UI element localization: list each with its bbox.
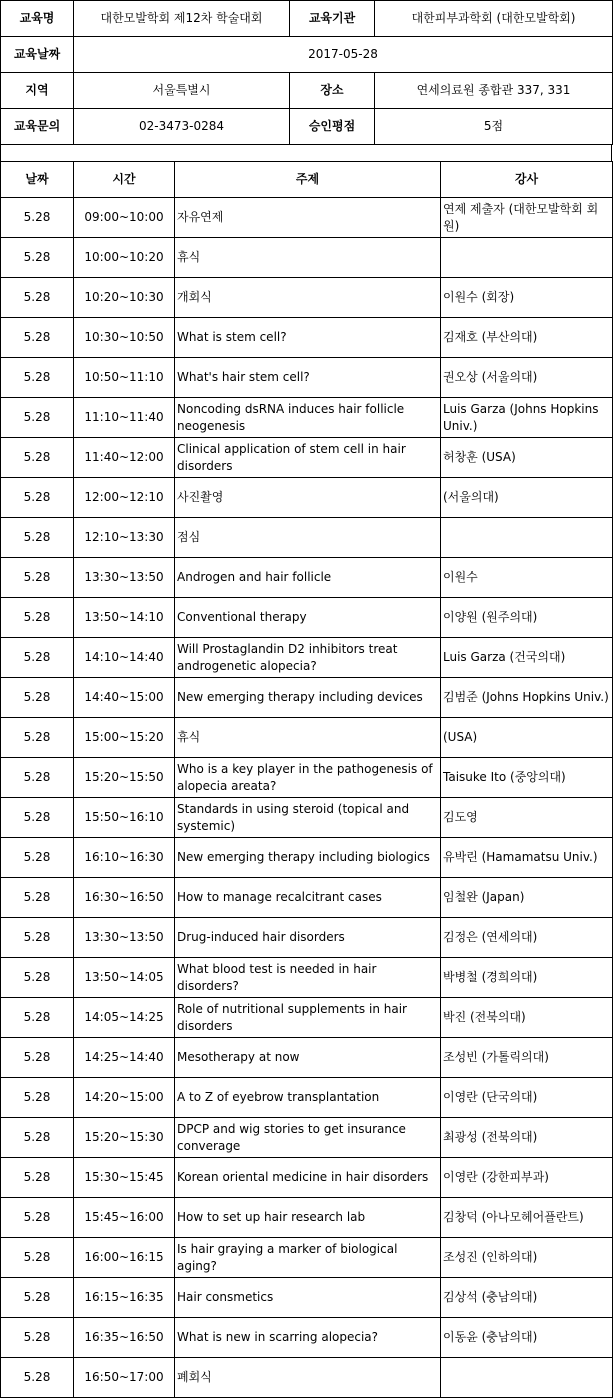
schedule-row (1, 1078, 613, 1118)
cell-date: 5.28 (1, 1038, 74, 1078)
schedule-row (1, 1238, 613, 1278)
contact-label: 교육문의 (1, 109, 74, 145)
schedule-header-row (1, 162, 613, 198)
schedule-row (1, 478, 613, 518)
cell-speaker: Luis Garza (Johns Hopkins Univ.) (441, 398, 613, 438)
cell-date: 5.28 (1, 1158, 74, 1198)
cell-speaker (441, 518, 613, 558)
points-value: 5점 (375, 109, 613, 145)
cell-time: 14:20~15:00 (74, 1078, 175, 1118)
cell-date: 5.28 (1, 998, 74, 1038)
cell-date: 5.28 (1, 518, 74, 558)
region-label: 지역 (1, 73, 74, 109)
venue-label: 장소 (290, 73, 375, 109)
cell-date: 5.28 (1, 718, 74, 758)
region-value: 서울특별시 (74, 73, 290, 109)
cell-speaker: (USA) (441, 718, 613, 758)
schedule-row (1, 238, 613, 278)
cell-topic: 사진촬영 (175, 478, 441, 518)
cell-topic: New emerging therapy including devices (175, 678, 441, 718)
cell-topic: What is new in scarring alopecia? (175, 1318, 441, 1358)
schedule-row (1, 838, 613, 878)
cell-time: 16:30~16:50 (74, 878, 175, 918)
cell-date: 5.28 (1, 798, 74, 838)
date-label: 교육날짜 (1, 37, 74, 73)
cell-speaker: 박병철 (경희의대) (441, 958, 613, 998)
cell-topic: 휴식 (175, 238, 441, 278)
cell-date: 5.28 (1, 918, 74, 958)
cell-date: 5.28 (1, 1198, 74, 1238)
points-label: 승인평점 (290, 109, 375, 145)
cell-speaker: 박진 (전북의대) (441, 998, 613, 1038)
cell-time: 16:50~17:00 (74, 1358, 175, 1398)
schedule-row (1, 1278, 613, 1318)
cell-date: 5.28 (1, 878, 74, 918)
cell-time: 11:40~12:00 (74, 438, 175, 478)
cell-speaker: 김상석 (충남의대) (441, 1278, 613, 1318)
cell-time: 16:35~16:50 (74, 1318, 175, 1358)
cell-topic: Who is a key player in the pathogenesis of alopecia areata? (175, 758, 441, 798)
cell-time: 13:30~13:50 (74, 918, 175, 958)
cell-speaker: 권오상 (서울의대) (441, 358, 613, 398)
schedule-row (1, 198, 613, 238)
schedule-row (1, 518, 613, 558)
cell-topic: Korean oriental medicine in hair disorders (175, 1158, 441, 1198)
cell-date: 5.28 (1, 838, 74, 878)
cell-speaker: 유박린 (Hamamatsu Univ.) (441, 838, 613, 878)
cell-speaker: 김창덕 (아나모헤어플란트) (441, 1198, 613, 1238)
cell-time: 15:45~16:00 (74, 1198, 175, 1238)
date-value: 2017-05-28 (74, 37, 613, 73)
cell-topic: New emerging therapy including biologics (175, 838, 441, 878)
cell-topic: 개회식 (175, 278, 441, 318)
cell-date: 5.28 (1, 1238, 74, 1278)
cell-time: 15:50~16:10 (74, 798, 175, 838)
schedule-row (1, 1158, 613, 1198)
cell-speaker: Luis Garza (건국의대) (441, 638, 613, 678)
cell-topic: A to Z of eyebrow transplantation (175, 1078, 441, 1118)
cell-date: 5.28 (1, 1278, 74, 1318)
cell-time: 12:00~12:10 (74, 478, 175, 518)
info-row-name (1, 1, 613, 37)
cell-topic: How to set up hair research lab (175, 1198, 441, 1238)
cell-topic: Conventional therapy (175, 598, 441, 638)
cell-topic: Will Prostaglandin D2 inhibitors treat androgenetic alopecia? (175, 638, 441, 678)
course-info-table (0, 0, 613, 145)
cell-topic: What's hair stem cell? (175, 358, 441, 398)
schedule-row (1, 1318, 613, 1358)
edu-name-label: 교육명 (1, 1, 74, 37)
cell-speaker: 이영란 (강한피부과) (441, 1158, 613, 1198)
cell-date: 5.28 (1, 958, 74, 998)
cell-topic: Role of nutritional supplements in hair disorders (175, 998, 441, 1038)
header-date: 날짜 (1, 162, 74, 198)
schedule-row (1, 798, 613, 838)
cell-speaker: 이동윤 (충남의대) (441, 1318, 613, 1358)
schedule-row (1, 758, 613, 798)
cell-date: 5.28 (1, 438, 74, 478)
info-row-contact (1, 109, 613, 145)
schedule-row (1, 1038, 613, 1078)
cell-time: 15:00~15:20 (74, 718, 175, 758)
cell-topic: Is hair graying a marker of biological aging? (175, 1238, 441, 1278)
info-row-location (1, 73, 613, 109)
cell-time: 14:40~15:00 (74, 678, 175, 718)
schedule-row (1, 638, 613, 678)
header-time: 시간 (74, 162, 175, 198)
cell-speaker: 이양원 (원주의대) (441, 598, 613, 638)
schedule-row (1, 1358, 613, 1398)
cell-topic: Clinical application of stem cell in hair disorders (175, 438, 441, 478)
cell-speaker: 김재호 (부산의대) (441, 318, 613, 358)
schedule-row (1, 1198, 613, 1238)
cell-time: 15:30~15:45 (74, 1158, 175, 1198)
cell-date: 5.28 (1, 358, 74, 398)
spacer-row (0, 145, 612, 161)
schedule-row (1, 918, 613, 958)
cell-topic: Drug-induced hair disorders (175, 918, 441, 958)
cell-time: 13:30~13:50 (74, 558, 175, 598)
cell-date: 5.28 (1, 1078, 74, 1118)
cell-topic: How to manage recalcitrant cases (175, 878, 441, 918)
cell-time: 10:20~10:30 (74, 278, 175, 318)
cell-topic: Standards in using steroid (topical and systemic) (175, 798, 441, 838)
cell-date: 5.28 (1, 478, 74, 518)
schedule-row (1, 598, 613, 638)
cell-date: 5.28 (1, 1318, 74, 1358)
cell-speaker: 임철완 (Japan) (441, 878, 613, 918)
cell-speaker: 최광성 (전북의대) (441, 1118, 613, 1158)
contact-value: 02-3473-0284 (74, 109, 290, 145)
cell-speaker: 조성진 (인하의대) (441, 1238, 613, 1278)
cell-topic: 휴식 (175, 718, 441, 758)
cell-topic: Androgen and hair follicle (175, 558, 441, 598)
cell-speaker: 연제 제출자 (대한모발학회 회원) (441, 198, 613, 238)
cell-date: 5.28 (1, 678, 74, 718)
cell-date: 5.28 (1, 558, 74, 598)
cell-speaker: 김정은 (연세의대) (441, 918, 613, 958)
cell-topic: 자유연제 (175, 198, 441, 238)
cell-time: 14:10~14:40 (74, 638, 175, 678)
schedule-row (1, 958, 613, 998)
schedule-row (1, 998, 613, 1038)
institution-label: 교육기관 (290, 1, 375, 37)
cell-speaker: 이영란 (단국의대) (441, 1078, 613, 1118)
schedule-row (1, 398, 613, 438)
cell-time: 16:10~16:30 (74, 838, 175, 878)
cell-topic: What blood test is needed in hair disorders? (175, 958, 441, 998)
schedule-row (1, 878, 613, 918)
cell-topic: Noncoding dsRNA induces hair follicle neogenesis (175, 398, 441, 438)
cell-date: 5.28 (1, 1118, 74, 1158)
cell-time: 10:50~11:10 (74, 358, 175, 398)
cell-date: 5.28 (1, 598, 74, 638)
cell-time: 14:25~14:40 (74, 1038, 175, 1078)
cell-time: 09:00~10:00 (74, 198, 175, 238)
schedule-row (1, 438, 613, 478)
schedule-row (1, 558, 613, 598)
cell-speaker: (서울의대) (441, 478, 613, 518)
cell-topic: Mesotherapy at now (175, 1038, 441, 1078)
cell-time: 15:20~15:30 (74, 1118, 175, 1158)
cell-topic: 점심 (175, 518, 441, 558)
cell-speaker: 이원수 (441, 558, 613, 598)
cell-time: 13:50~14:10 (74, 598, 175, 638)
cell-time: 14:05~14:25 (74, 998, 175, 1038)
cell-speaker: 김범준 (Johns Hopkins Univ.) (441, 678, 613, 718)
schedule-row (1, 278, 613, 318)
cell-date: 5.28 (1, 238, 74, 278)
cell-time: 16:15~16:35 (74, 1278, 175, 1318)
cell-speaker (441, 238, 613, 278)
institution-value: 대한피부과학회 (대한모발학회) (375, 1, 613, 37)
cell-date: 5.28 (1, 318, 74, 358)
cell-time: 15:20~15:50 (74, 758, 175, 798)
info-row-date (1, 37, 613, 73)
edu-name-value: 대한모발학회 제12차 학술대회 (74, 1, 290, 37)
schedule-row (1, 678, 613, 718)
cell-time: 10:30~10:50 (74, 318, 175, 358)
cell-date: 5.28 (1, 198, 74, 238)
cell-speaker: Taisuke Ito (중앙의대) (441, 758, 613, 798)
cell-speaker (441, 1358, 613, 1398)
cell-speaker: 조성빈 (가톨릭의대) (441, 1038, 613, 1078)
cell-time: 12:10~13:30 (74, 518, 175, 558)
cell-time: 11:10~11:40 (74, 398, 175, 438)
schedule-row (1, 1118, 613, 1158)
header-speaker: 강사 (441, 162, 613, 198)
cell-topic: DPCP and wig stories to get insurance converage (175, 1118, 441, 1158)
cell-date: 5.28 (1, 278, 74, 318)
cell-speaker: 이원수 (회장) (441, 278, 613, 318)
cell-time: 16:00~16:15 (74, 1238, 175, 1278)
cell-date: 5.28 (1, 638, 74, 678)
cell-date: 5.28 (1, 398, 74, 438)
cell-speaker: 허창훈 (USA) (441, 438, 613, 478)
schedule-body (1, 162, 613, 1398)
cell-topic: What is stem cell? (175, 318, 441, 358)
schedule-row (1, 718, 613, 758)
cell-topic: 폐회식 (175, 1358, 441, 1398)
cell-topic: Hair consmetics (175, 1278, 441, 1318)
cell-date: 5.28 (1, 1358, 74, 1398)
schedule-row (1, 358, 613, 398)
cell-date: 5.28 (1, 758, 74, 798)
schedule-table (0, 161, 613, 1398)
schedule-row (1, 318, 613, 358)
cell-time: 10:00~10:20 (74, 238, 175, 278)
cell-speaker: 김도영 (441, 798, 613, 838)
header-topic: 주제 (175, 162, 441, 198)
cell-time: 13:50~14:05 (74, 958, 175, 998)
venue-value: 연세의료원 종합관 337, 331 (375, 73, 613, 109)
